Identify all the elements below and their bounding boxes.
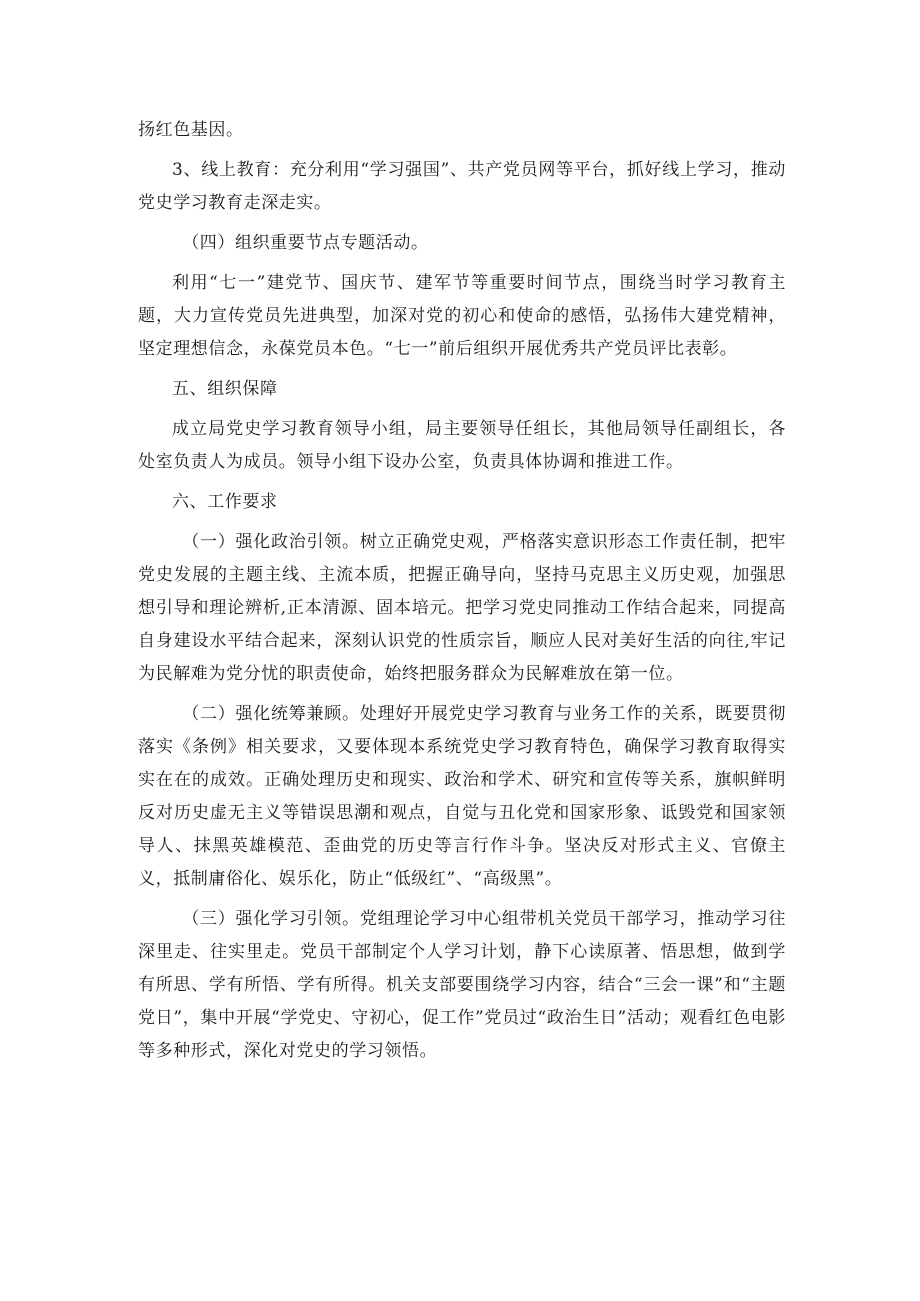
heading-work-requirements: 六、工作要求: [172, 492, 278, 512]
paragraph-continuation: 扬红色基因。: [138, 120, 244, 140]
paragraph-key-node-activities: 利用“七一”建党节、国庆节、建军节等重要时间节点，围绕当时学习教育主题，大力宣传党员先进典型，加深对党的初心和使命的感悟，弘扬伟大建党精神，坚定理想信念，永葆党员本色。“七一”前后组织开展优秀共产党员评比表彰。: [138, 273, 786, 359]
paragraph-political-guidance: （一）强化政治引领。树立正确党史观，严格落实意识形态工作责任制，把牢党史发展的主题主线、主流本质，把握正确导向，坚持马克思主义历史观，加强思想引导和理论辨析,正本清源、固本培元。把学习党史同推动工作结合起来，同提高自身建设水平结合起来，深刻认识党的性质宗旨，顺应人民对美好生活的向往,牢记为民解难为党分忧的职责使命，始终把服务群众为民解难放在第一位。: [138, 532, 786, 684]
heading-organizational-guarantee: 五、组织保障: [172, 379, 278, 399]
paragraph-study-guidance: （三）强化学习引领。党组理论学习中心组带机关党员干部学习，推动学习往深里走、往实里走。党员干部制定个人学习计划，静下心读原著、悟思想，做到学有所思、学有所悟、学有所得。机关支部要围绕学习内容，结合“三会一课”和“主题党日”，集中开展“学党史、守初心，促工作”党员过“政治生日”活动；观看红色电影等多种形式，深化对党史的学习领悟。: [138, 909, 786, 1061]
subheading-key-node-activities: （四）组织重要节点专题活动。: [182, 233, 429, 253]
paragraph-overall-planning: （二）强化统筹兼顾。处理好开展党史学习教育与业务工作的关系，既要贯彻落实《条例》相关要求，又要体现本系统党史学习教育特色，确保学习教育取得实实在在的成效。正确处理历史和现实、政治和学术、研究和宣传等关系，旗帜鲜明反对历史虚无主义等错误思潮和观点，自觉与丑化党和国家形象、诋毁党和国家领导人、抹黑英雄模范、歪曲党的历史等言行作斗争。坚决反对形式主义、官僚主义，抵制庸俗化、娱乐化，防止“低级红”、“高级黑”。: [138, 704, 786, 889]
paragraph-online-education: 3、线上教育：充分利用“学习强国”、共产党员网等平台，抓好线上学习，推动党史学习教育走深走实。: [138, 160, 786, 213]
document-body: [138, 114, 786, 1075]
paragraph-organizational-guarantee: 成立局党史学习教育领导小组，局主要领导任组长，其他局领导任副组长，各处室负责人为成员。领导小组下设办公室，负责具体协调和推进工作。: [138, 419, 786, 472]
